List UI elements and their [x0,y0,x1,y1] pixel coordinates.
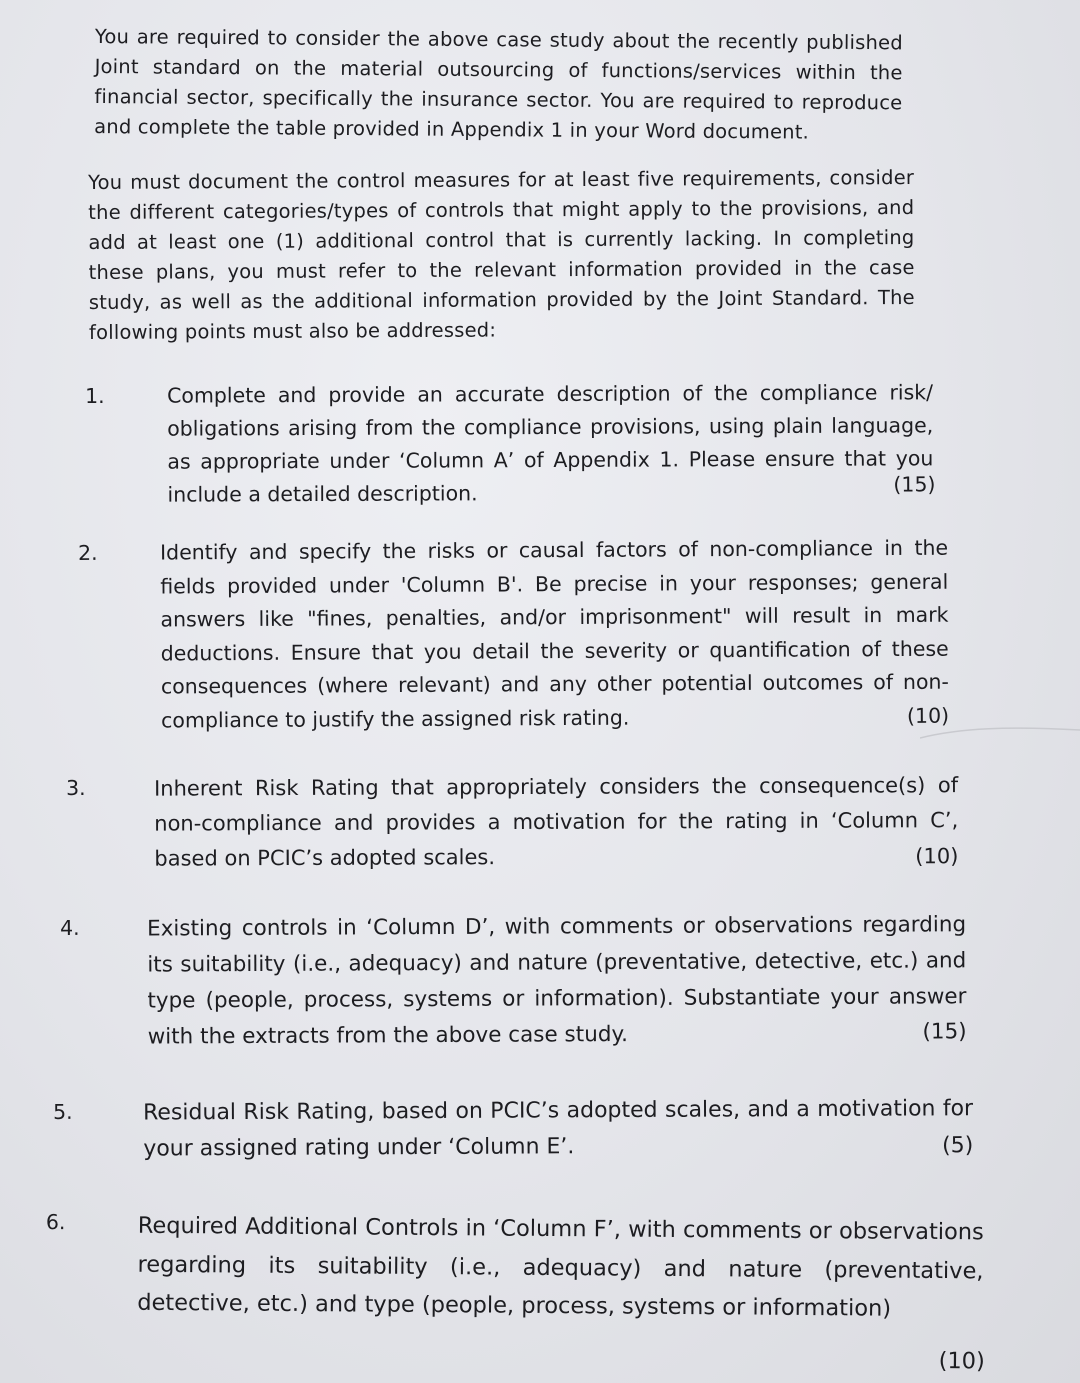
requirement-item-6 [45,1206,986,1383]
item-marks: (10) [938,1348,985,1375]
requirement-item-5 [53,1091,973,1176]
item-number: 6. [45,1209,66,1235]
item-marks: (15) [922,1019,967,1045]
item-text: Complete and provide an accurate description of the compliance risk/ obligations arising from the compliance provisions, using plain language, as appropriate under ‘Column A’ of Appendix 1. Please ensure that you include a detailed description. [167,380,934,507]
item-text: Required Additional Controls in ‘Column F’, with comments or observations regarding its suitability (i.e., adequacy) and nature (preventative, detective, etc.) and type (people, process, systems or information) [137,1212,984,1322]
item-number: 3. [66,775,86,800]
requirement-item-4 [60,907,967,1062]
item-marks: (10) [906,703,950,728]
intro-paragraph-2: You must document the control measures for at least five requirements, consider the different categories/types of controls that might apply to the provisions, and add at least one (1) additional control that is currently lacking. In completing these plans, you must refer to the relevant information provided in the case study, as well as the additional information provided by the Joint Standard. The following points must also be addressed: [88,165,915,344]
item-number: 5. [53,1099,73,1124]
item-marks: (10) [915,844,959,869]
item-marks: (5) [942,1133,974,1159]
item-number: 2. [78,540,98,565]
item-text: Inherent Risk Rating that appropriately considers the consequence(s) of non-compliance and provides a motivation for the rating in ‘Column C’, based on PCIC’s adopted scales. [154,773,959,871]
item-text: Residual Risk Rating, based on PCIC’s adopted scales, and a motivation for your assigned rating under ‘Column E’. [143,1096,974,1162]
requirement-item-2 [78,532,949,737]
item-number: 1. [85,383,105,408]
item-marks: (15) [893,472,936,497]
intro-paragraph-1: You are required to consider the above case study about the recently published Joint standard on the material outsourcing of functions/services within the financial sector, specifically the insurance sector. You are required to reproduce and complete the table provided in Appendix 1 in your Word document. [94,24,903,144]
requirement-item-1 [85,376,936,510]
requirement-item-3 [66,768,958,882]
item-text: Identify and specify the risks or causal factors of non-compliance in the fields provided under 'Column B'. Be precise in your responses; general answers like "fines, penalties, and/or imprisonment" will result in mark deductions. Ensure that you detail the severity or quantification of these consequences (where relevant) and any other potential outcomes of non-compliance to justify the assigned risk rating. [160,535,949,732]
item-number: 4. [60,915,80,940]
item-text: Existing controls in ‘Column D’, with comments or observations regarding its suitability (i.e., adequacy) and nature (preventative, detective, etc.) and type (people, process, systems or information). Substantiate your answer with the extracts from the above case study. [147,912,967,1050]
